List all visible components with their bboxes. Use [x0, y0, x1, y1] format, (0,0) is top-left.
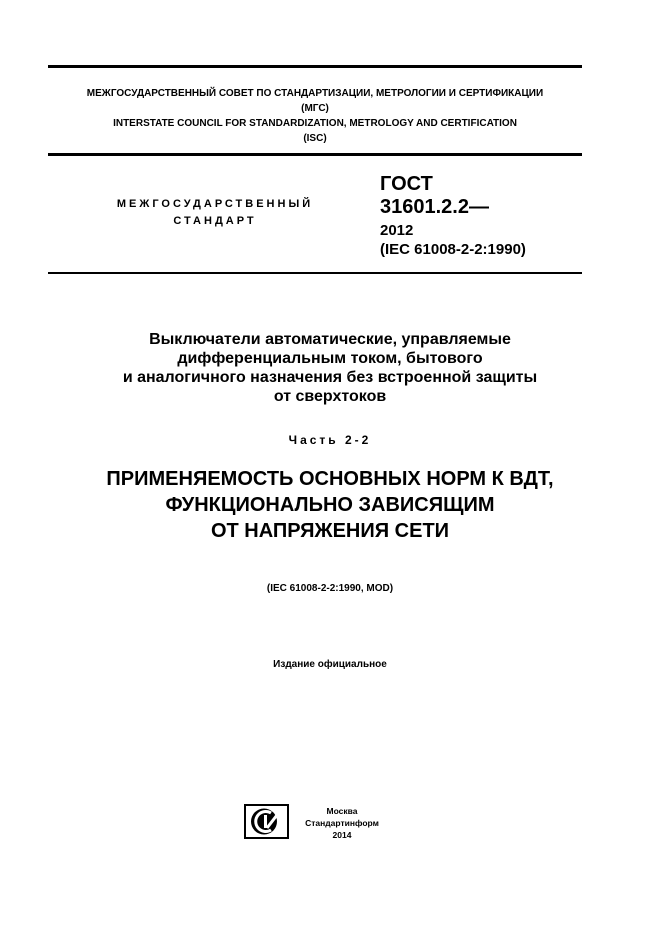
council-en-abbr: (ISC): [303, 133, 327, 144]
standard-type: [80, 196, 350, 230]
publisher-info: [292, 805, 392, 841]
document-title: [40, 330, 620, 406]
middle-rule: [48, 153, 582, 156]
title-line-3: и аналогичного назначения без встроенной защиты: [122, 369, 538, 386]
iec-reference: (IEC 61008-2-2:1990, MOD): [266, 583, 394, 594]
title-line-4: от сверхтоков: [273, 388, 387, 405]
publisher-name: Стандартинформ: [305, 818, 379, 828]
subtitle-line-3: ОТ НАПРЯЖЕНИЯ СЕТИ: [210, 520, 450, 542]
gost-label: ГОСТ: [380, 173, 433, 195]
gost-number: 31601.2.2—: [380, 196, 489, 218]
publisher-year: 2014: [332, 830, 352, 840]
council-ru-name: МЕЖГОСУДАРСТВЕННЫЙ СОВЕТ ПО СТАНДАРТИЗАЦИИ, МЕТРОЛОГИИ И СЕРТИФИКАЦИИ: [86, 88, 544, 99]
edition-note: Издание официальное: [273, 659, 387, 670]
publisher-city: Москва: [326, 806, 358, 816]
title-line-1: Выключатели автоматические, управляемые: [149, 331, 511, 348]
council-ru-abbr: (МГС): [301, 103, 329, 114]
lower-rule: [48, 272, 582, 274]
subtitle-line-1: ПРИМЕНЯЕМОСТЬ ОСНОВНЫХ НОРМ К ВДТ,: [106, 468, 554, 490]
standard-type-line2: СТАНДАРТ: [173, 215, 257, 227]
standard-type-line1: МЕЖГОСУДАРСТВЕННЫЙ: [116, 198, 314, 210]
part-label: [40, 433, 620, 447]
standartinform-logo-icon: [244, 804, 289, 839]
top-rule: [48, 65, 582, 68]
gost-year: 2012: [380, 222, 414, 239]
council-en-name: INTERSTATE COUNCIL FOR STANDARDIZATION, METROLOGY AND CERTIFICATION: [113, 118, 517, 129]
title-line-2: дифференциальным током, бытового: [177, 350, 483, 367]
council-header: [48, 86, 582, 146]
part-label-text: Часть 2-2: [288, 433, 372, 447]
gost-iec-equivalent: (IEC 61008-2-2:1990): [380, 241, 526, 258]
document-subtitle: [20, 466, 640, 544]
gost-designation: [380, 173, 526, 259]
subtitle-line-2: ФУНКЦИОНАЛЬНО ЗАВИСЯЩИМ: [165, 494, 495, 516]
